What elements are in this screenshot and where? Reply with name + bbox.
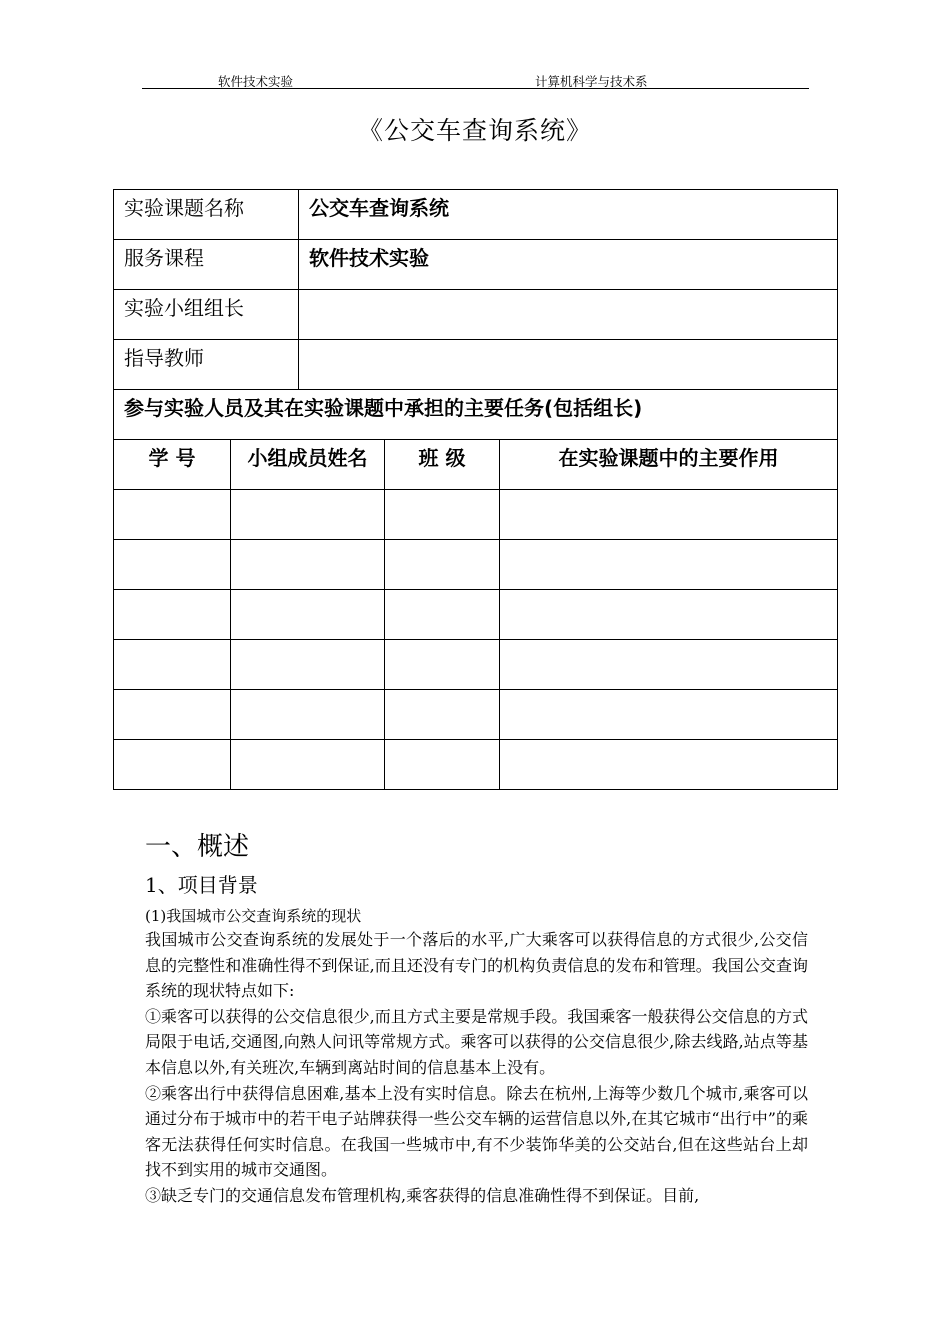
paragraph: ②乘客出行中获得信息困难,基本上没有实时信息。除去在杭州,上海等少数几个城市,乘客可以通过分布于城市中的若干电子站牌获得一些公交车辆的运营信息以外,在其它城市“出行中”的乘客无法获得任何实时信息。在我国一些城市中,有不少装饰华美的公交站台,但在这些站台上却找不到实用的城市交通图。	[145, 1083, 808, 1180]
cell	[231, 490, 385, 540]
member-row	[114, 490, 838, 540]
document-title: 《公交车查询系统》	[357, 116, 592, 145]
col-student-id: 学 号	[148, 446, 196, 470]
cell	[385, 740, 500, 790]
cell	[500, 540, 838, 590]
label-cell	[114, 290, 299, 340]
course-label: 服务课程	[124, 246, 204, 270]
cell	[231, 740, 385, 790]
column-header	[231, 440, 385, 490]
header-department: 计算机科学与技术系	[535, 74, 648, 89]
paragraph: ③缺乏专门的交通信息发布管理机构,乘客获得的信息准确性得不到保证。目前,	[145, 1185, 700, 1205]
cell	[385, 690, 500, 740]
cell	[500, 640, 838, 690]
cell	[114, 740, 231, 790]
value-cell	[299, 290, 838, 340]
label-cell	[114, 190, 299, 240]
row-course	[114, 240, 838, 290]
column-header	[114, 440, 231, 490]
experiment-info-table	[113, 189, 838, 790]
row-column-headers	[114, 440, 838, 490]
value-cell	[299, 190, 838, 240]
label-cell	[114, 340, 299, 390]
cell	[231, 640, 385, 690]
header-course: 软件技术实验	[218, 74, 294, 89]
leader-label: 实验小组组长	[124, 296, 244, 320]
participants-heading-cell	[114, 390, 838, 440]
column-header	[385, 440, 500, 490]
cell	[385, 490, 500, 540]
col-class: 班 级	[418, 446, 466, 470]
cell	[114, 490, 231, 540]
value-cell	[299, 240, 838, 290]
paragraph: 我国城市公交查询系统的发展处于一个落后的水平,广大乘客可以获得信息的方式很少,公交信息的完整性和准确性得不到保证,而且还没有专门的机构负责信息的发布和管理。我国公交查询系统的现状特点如下:	[145, 930, 808, 1001]
paragraph: ①乘客可以获得的公交信息很少,而且方式主要是常规手段。我国乘客一般获得公交信息的方式局限于电话,交通图,向熟人问讯等常规方式。乘客可以获得的公交信息很少,除去线路,站点等基本信息以外,有关班次,车辆到离站时间的信息基本上没有。	[145, 1006, 808, 1077]
cell	[385, 540, 500, 590]
section-heading: 一、概述	[145, 832, 250, 862]
row-leader	[114, 290, 838, 340]
topic-label: 实验课题名称	[124, 196, 244, 220]
section-subsubheading: (1)我国城市公交查询系统的现状	[145, 907, 362, 925]
cell	[231, 540, 385, 590]
cell	[231, 690, 385, 740]
participants-heading: 参与实验人员及其在实验课题中承担的主要任务(包括组长)	[124, 396, 643, 420]
cell	[500, 690, 838, 740]
cell	[114, 690, 231, 740]
col-role: 在实验课题中的主要作用	[558, 446, 779, 470]
column-header	[500, 440, 838, 490]
body-text	[145, 927, 808, 1209]
member-row	[114, 740, 838, 790]
row-advisor	[114, 340, 838, 390]
cell	[500, 590, 838, 640]
page-header	[142, 70, 809, 89]
label-cell	[114, 240, 299, 290]
course-value: 软件技术实验	[309, 246, 429, 270]
member-row	[114, 640, 838, 690]
section-subheading: 1、项目背景	[145, 873, 258, 897]
member-row	[114, 540, 838, 590]
cell	[231, 590, 385, 640]
cell	[500, 740, 838, 790]
row-topic	[114, 190, 838, 240]
advisor-label: 指导教师	[124, 346, 204, 370]
col-member-name: 小组成员姓名	[247, 446, 368, 470]
cell	[114, 640, 231, 690]
member-row	[114, 690, 838, 740]
cell	[114, 590, 231, 640]
cell	[385, 590, 500, 640]
cell	[385, 640, 500, 690]
value-cell	[299, 340, 838, 390]
cell	[114, 540, 231, 590]
member-row	[114, 590, 838, 640]
leader-value	[309, 290, 837, 298]
row-participants-heading	[114, 390, 838, 440]
advisor-value	[309, 340, 837, 348]
cell	[500, 490, 838, 540]
topic-value: 公交车查询系统	[309, 196, 449, 220]
